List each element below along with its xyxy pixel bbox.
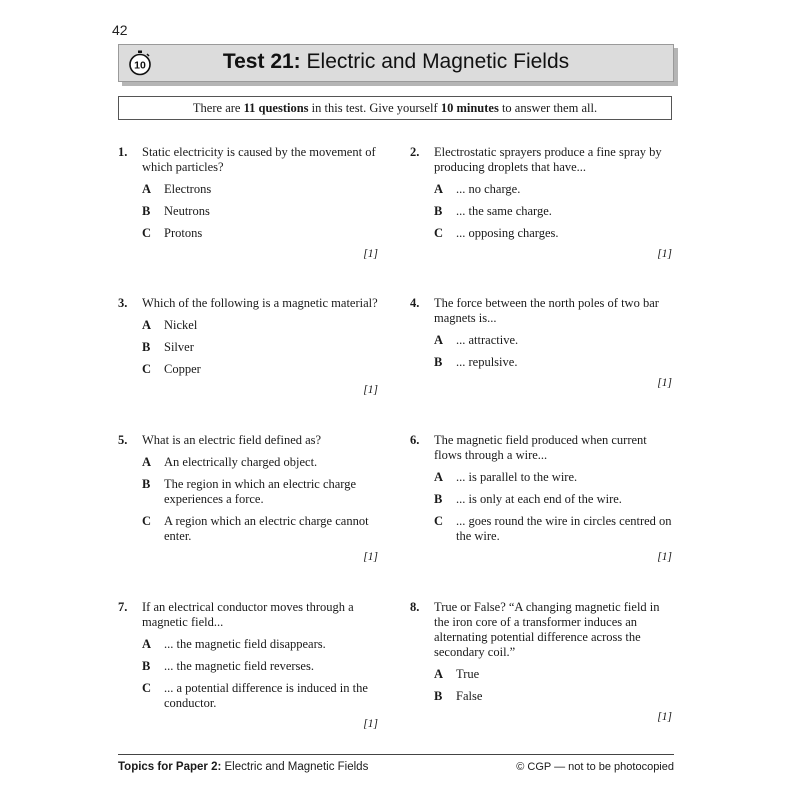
answer-option[interactable] (434, 667, 674, 682)
option-letter: C (142, 226, 152, 240)
footer-topic (118, 761, 368, 773)
option-text: Electrons (164, 182, 212, 196)
answer-option[interactable] (142, 182, 380, 197)
answer-option[interactable] (434, 333, 674, 348)
intro-text-3: to answer them all. (498, 101, 598, 115)
answer-option[interactable] (142, 340, 380, 355)
marks-label: [1] (657, 551, 672, 563)
intro-time-limit: 10 minutes (440, 101, 499, 115)
option-text: ... a potential difference is induced in the conductor. (164, 681, 368, 710)
question-8 (410, 600, 674, 725)
title-banner (118, 44, 674, 82)
option-letter: A (434, 667, 444, 681)
option-text: ... the same charge. (456, 204, 552, 218)
option-letter: B (434, 492, 443, 506)
footer-topic-name: Electric and Magnetic Fields (224, 761, 369, 773)
question-text: The magnetic field produced when current flows through a wire... (434, 433, 647, 462)
option-letter: A (142, 318, 152, 332)
option-text: ... the magnetic field reverses. (164, 659, 314, 673)
question-text: True or False? “A changing magnetic field in the iron core of a transformer induces an alternating potential difference across the secondary coil.” (434, 600, 660, 659)
intro-question-count: 11 questions (243, 101, 309, 115)
question-text: Static electricity is caused by the movement of which particles? (142, 145, 376, 174)
option-text: ... the magnetic field disappears. (164, 637, 326, 651)
option-letter: B (142, 340, 151, 354)
question-header (410, 296, 674, 326)
question-header (118, 433, 380, 448)
answer-option[interactable] (142, 204, 380, 219)
question-text: Electrostatic sprayers produce a fine spray by producing droplets that have... (434, 145, 662, 174)
marks-label: [1] (657, 377, 672, 389)
answer-option[interactable] (434, 689, 674, 704)
footer-topic-label: Topics for Paper 2: (118, 761, 222, 773)
option-letter: B (434, 204, 443, 218)
option-text: ... repulsive. (456, 355, 518, 369)
answer-option[interactable] (434, 470, 674, 485)
option-text: An electrically charged object. (164, 455, 318, 469)
question-header (118, 145, 380, 175)
question-5 (118, 433, 380, 565)
title-test-number: Test 21: (222, 50, 301, 73)
option-text: ... is parallel to the wire. (456, 470, 578, 484)
question-header (118, 600, 380, 630)
option-text: ... is only at each end of the wire. (456, 492, 622, 506)
marks-label: [1] (363, 248, 378, 260)
question-7 (118, 600, 380, 732)
option-letter: A (142, 455, 152, 469)
question-number: 4. (410, 296, 420, 310)
answer-option[interactable] (434, 492, 674, 507)
answer-option[interactable] (434, 355, 674, 370)
question-number: 2. (410, 145, 420, 159)
question-header (118, 296, 380, 311)
question-text: What is an electric field defined as? (142, 433, 322, 447)
option-text: ... attractive. (456, 333, 519, 347)
footer-divider (118, 754, 674, 755)
page-title (119, 50, 673, 74)
marks-label: [1] (657, 248, 672, 260)
option-letter: B (142, 659, 151, 673)
option-text: ... opposing charges. (456, 226, 559, 240)
intro-text-1: There are (192, 101, 244, 115)
option-letter: C (142, 514, 152, 528)
answer-option[interactable] (142, 362, 380, 377)
option-letter: A (434, 333, 444, 347)
option-letter: C (434, 514, 444, 528)
option-letter: A (142, 637, 152, 651)
option-letter: A (434, 182, 444, 196)
question-header (410, 433, 674, 463)
answer-option[interactable] (142, 226, 380, 241)
question-text: If an electrical conductor moves through a magnetic field... (142, 600, 354, 629)
option-letter: C (142, 681, 152, 695)
option-text: Silver (164, 340, 194, 354)
title-topic: Electric and Magnetic Fields (306, 50, 570, 73)
answer-option[interactable] (434, 204, 674, 219)
question-number: 5. (118, 433, 128, 447)
marks-label: [1] (363, 384, 378, 396)
question-number: 3. (118, 296, 128, 310)
marks-label: [1] (363, 718, 378, 730)
answer-option[interactable] (142, 514, 380, 544)
option-letter: A (434, 470, 444, 484)
instructions-box (118, 96, 672, 120)
option-text: Protons (164, 226, 203, 240)
answer-option[interactable] (434, 514, 674, 544)
option-text: A region which an electric charge cannot enter. (164, 514, 369, 543)
marks-label: [1] (657, 711, 672, 723)
question-number: 1. (118, 145, 128, 159)
marks-label: [1] (363, 551, 378, 563)
option-letter: B (142, 477, 151, 491)
question-1 (118, 145, 380, 262)
question-text: The force between the north poles of two bar magnets is... (434, 296, 659, 325)
answer-option[interactable] (142, 637, 380, 652)
page-number: 42 (112, 22, 128, 38)
answer-option[interactable] (142, 681, 380, 711)
question-header (410, 145, 674, 175)
answer-option[interactable] (142, 659, 380, 674)
question-2 (410, 145, 674, 262)
footer-copyright: © CGP — not to be photocopied (516, 761, 674, 773)
question-6 (410, 433, 674, 565)
intro-text-2: in this test. Give yourself (308, 101, 441, 115)
option-letter: B (142, 204, 151, 218)
option-text: ... goes round the wire in circles centred on the wire. (456, 514, 672, 543)
option-text: False (456, 689, 483, 703)
answer-option[interactable] (142, 318, 380, 333)
question-header (410, 600, 674, 660)
option-text: True (456, 667, 480, 681)
option-letter: A (142, 182, 152, 196)
answer-option[interactable] (142, 477, 380, 507)
question-number: 6. (410, 433, 420, 447)
option-letter: B (434, 355, 443, 369)
option-letter: C (142, 362, 152, 376)
option-letter: B (434, 689, 443, 703)
question-4 (410, 296, 674, 391)
answer-option[interactable] (434, 226, 674, 241)
option-text: The region in which an electric charge experiences a force. (164, 477, 357, 506)
option-text: Neutrons (164, 204, 210, 218)
question-3 (118, 296, 380, 398)
option-letter: C (434, 226, 444, 240)
stopwatch-value: 10 (134, 59, 146, 72)
question-text: Which of the following is a magnetic material? (142, 296, 378, 310)
option-text: Copper (164, 362, 201, 376)
option-text: Nickel (164, 318, 198, 332)
question-number: 8. (410, 600, 420, 614)
answer-option[interactable] (142, 455, 380, 470)
question-number: 7. (118, 600, 128, 614)
option-text: ... no charge. (456, 182, 521, 196)
answer-option[interactable] (434, 182, 674, 197)
